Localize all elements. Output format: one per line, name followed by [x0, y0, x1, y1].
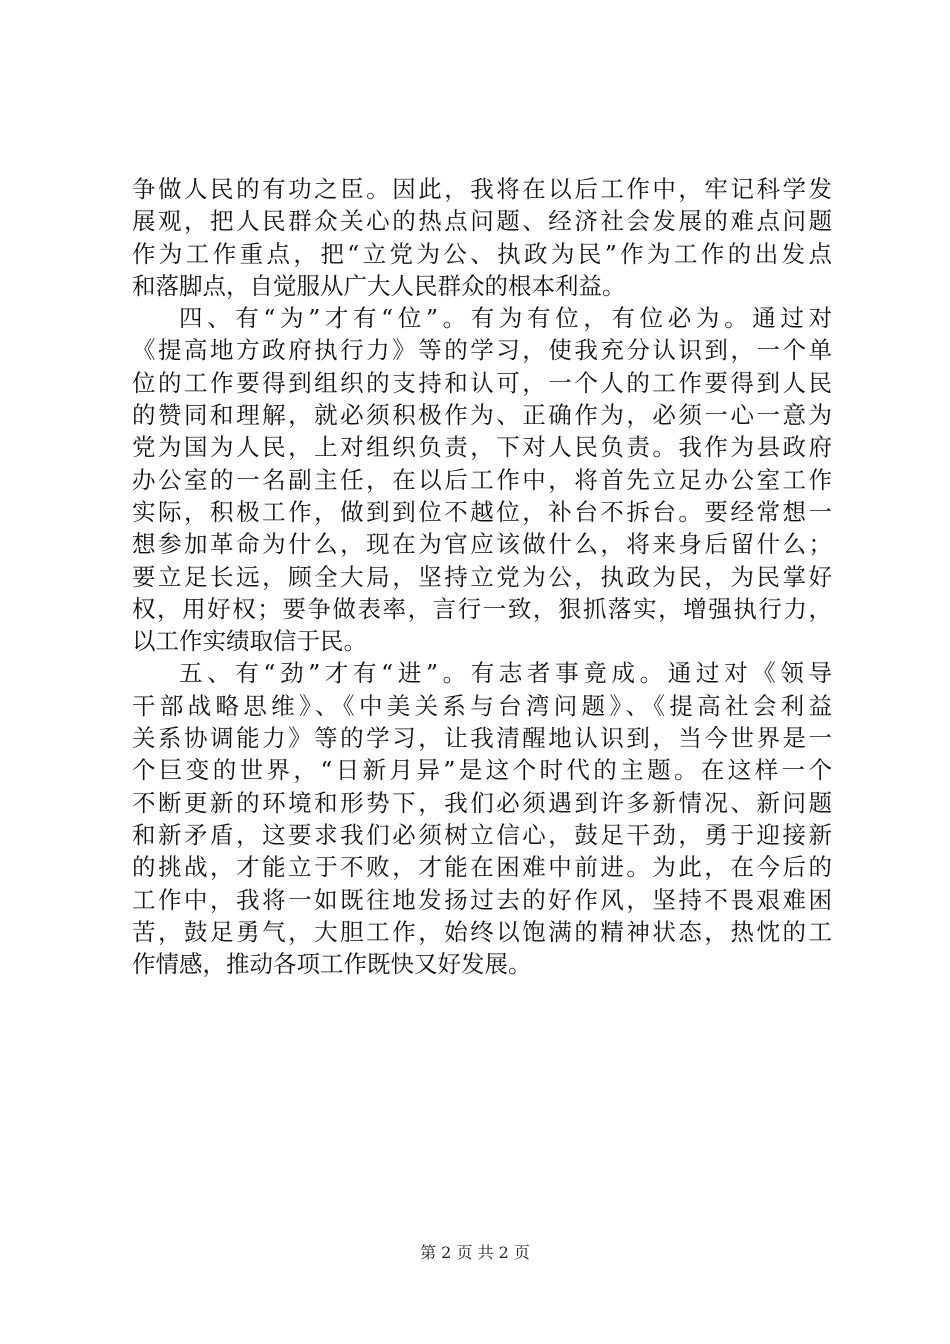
- text-line: 四、有“为”才有“位”。有为有位，有位必为。通过对: [179, 304, 832, 333]
- page-footer: [0, 1243, 950, 1263]
- text-line: 个巨变的世界，“日新月异”是这个时代的主题。在这样一个: [132, 756, 832, 785]
- text-line: 展观，把人民群众关心的热点问题、经济社会发展的难点问题: [132, 207, 832, 236]
- text-line: 作情感，推动各项工作既快又好发展。: [132, 950, 532, 979]
- text-line: 要立足长远，顾全大局，坚持立党为公，执政为民，为民掌好: [132, 562, 832, 591]
- text-line: 五、有“劲”才有“进”。有志者事竟成。通过对《领导: [179, 659, 832, 688]
- text-line: 实际，积极工作，做到到位不越位，补台不拆台。要经常想一: [132, 497, 832, 526]
- text-line: 关系协调能力》等的学习，让我清醒地认识到，当今世界是一: [132, 724, 832, 753]
- text-line: 争做人民的有功之臣。因此，我将在以后工作中，牢记科学发: [132, 175, 832, 203]
- text-line: 苦，鼓足勇气，大胆工作，始终以饱满的精神状态，热忱的工: [132, 917, 832, 946]
- text-line: 作为工作重点，把“立党为公、执政为民”作为工作的出发点: [132, 239, 832, 268]
- text-line: 位的工作要得到组织的支持和认可，一个人的工作要得到人民: [132, 368, 832, 397]
- text-line: 权，用好权；要争做表率，言行一致，狠抓落实，增强执行力，: [132, 594, 832, 623]
- text-line: 以工作实绩取信于民。: [132, 627, 367, 656]
- document-body: [132, 173, 832, 980]
- page-number-label: 第 2 页 共 2 页: [420, 1243, 530, 1262]
- text-line: 不断更新的环境和形势下，我们必须遇到许多新情况、新问题: [132, 788, 832, 817]
- text-line: 干部战略思维》、《中美关系与台湾问题》、《提高社会利益: [132, 691, 832, 720]
- text-line: 和新矛盾，这要求我们必须树立信心，鼓足干劲，勇于迎接新: [132, 820, 832, 849]
- text-line: 工作中，我将一如既往地发扬过去的好作风，坚持不畏艰难困: [132, 885, 832, 914]
- text-line: 的挑战，才能立于不败，才能在困难中前进。为此，在今后的: [132, 853, 832, 882]
- text-line: 想参加革命为什么，现在为官应该做什么，将来身后留什么；: [132, 530, 832, 559]
- text-line: 党为国为人民，上对组织负责，下对人民负责。我作为县政府: [132, 433, 832, 462]
- text-line: 《提高地方政府执行力》等的学习，使我充分认识到，一个单: [132, 336, 832, 365]
- text-line: 和落脚点，自觉服从广大人民群众的根本利益。: [132, 271, 626, 300]
- text-line: 办公室的一名副主任，在以后工作中，将首先立足办公室工作: [132, 465, 832, 494]
- text-line: 的赞同和理解，就必须积极作为、正确作为，必须一心一意为: [132, 401, 832, 430]
